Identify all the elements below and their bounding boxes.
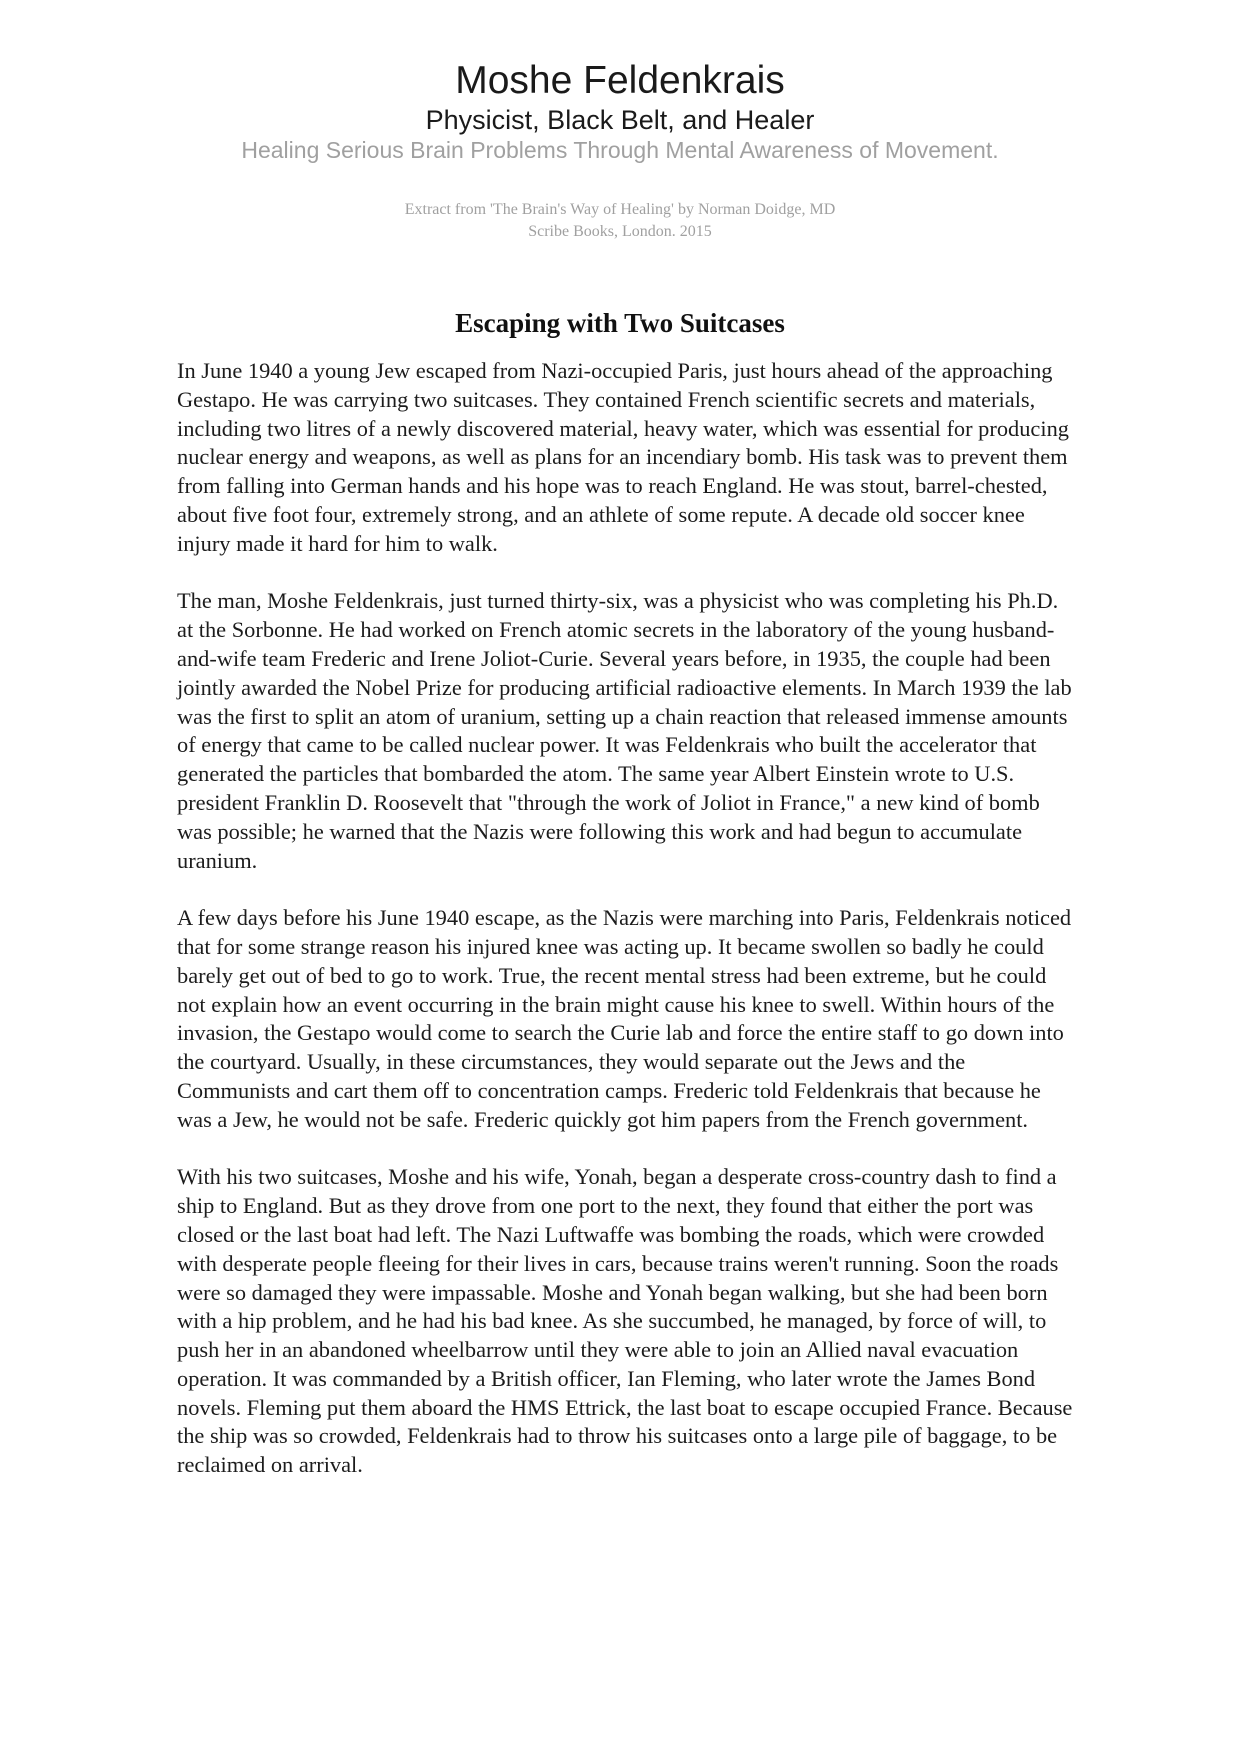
document-subtitle: Physicist, Black Belt, and Healer <box>425 105 815 135</box>
source-line-book: Extract from 'The Brain's Way of Healing' by Norman Doidge, MD <box>404 201 836 218</box>
document-title: Moshe Feldenkrais <box>455 59 785 102</box>
paragraph: The man, Moshe Feldenkrais, just turned thirty-six, was a physicist who was completing his Ph.D. at the Sorbonne. He had worked on French atomic secrets in the laboratory of the young husband-and-wife team Frederic and Irene Joliot-Curie. Several years before, in 1935, the couple had been jointly awarded the Nobel Prize for producing artificial radioactive elements. In March 1939 the lab was the first to split an atom of uranium, setting up a chain reaction that released immense amounts of energy that came to be called nuclear power. It was Feldenkrais who built the accelerator that generated the particles that bombarded the atom. The same year Albert Einstein wrote to U.S. president Franklin D. Roosevelt that "through the work of Joliot in France," a new kind of bomb was possible; he warned that the Nazis were following this work and had begun to accumulate uranium. <box>177 588 1072 873</box>
source-citation <box>0 199 1240 243</box>
paragraph: In June 1940 a young Jew escaped from Nazi-occupied Paris, just hours ahead of the approaching Gestapo. He was carrying two suitcases. They contained French scientific secrets and materials, including two litres of a newly discovered material, heavy water, which was essential for producing nuclear energy and weapons, as well as plans for an incendiary bomb. His task was to prevent them from falling into German hands and his hope was to reach England. He was stout, barrel-chested, about five foot four, extremely strong, and an athlete of some repute. A decade old soccer knee injury made it hard for him to walk. <box>177 358 1069 556</box>
body-text <box>177 357 1077 1509</box>
source-line-publisher: Scribe Books, London. 2015 <box>528 223 712 240</box>
document-tagline: Healing Serious Brain Problems Through Mental Awareness of Movement. <box>241 137 999 163</box>
paragraph: With his two suitcases, Moshe and his wife, Yonah, began a desperate cross-country dash to find a ship to England. But as they drove from one port to the next, they found that either the port was closed or the last boat had left. The Nazi Luftwaffe was bombing the roads, which were crowded with desperate people fleeing for their lives in cars, because trains weren't running. Soon the roads were so damaged they were impassable. Moshe and Yonah began walking, but she had been born with a hip problem, and he had his bad knee. As she succumbed, he managed, by force of will, to push her in an abandoned wheelbarrow until they were able to join an Allied naval evacuation operation. It was commanded by a British officer, Ian Fleming, who later wrote the James Bond novels. Fleming put them aboard the HMS Ettrick, the last boat to escape occupied France. Because the ship was so crowded, Feldenkrais had to throw his suitcases onto a large pile of baggage, to be reclaimed on arrival. <box>177 1164 1073 1478</box>
document-header <box>0 58 1240 164</box>
section-heading: Escaping with Two Suitcases <box>455 308 785 338</box>
paragraph: A few days before his June 1940 escape, as the Nazis were marching into Paris, Feldenkrais noticed that for some strange reason his injured knee was acting up. It became swollen so badly he could barely get out of bed to go to work. True, the recent mental stress had been extreme, but he could not explain how an event occurring in the brain might cause his knee to swell. Within hours of the invasion, the Gestapo would come to search the Curie lab and force the entire staff to go down into the courtyard. Usually, in these circumstances, they would separate out the Jews and the Communists and cart them off to concentration camps. Frederic told Feldenkrais that because he was a Jew, he would not be safe. Frederic quickly got him papers from the French government. <box>177 905 1072 1132</box>
